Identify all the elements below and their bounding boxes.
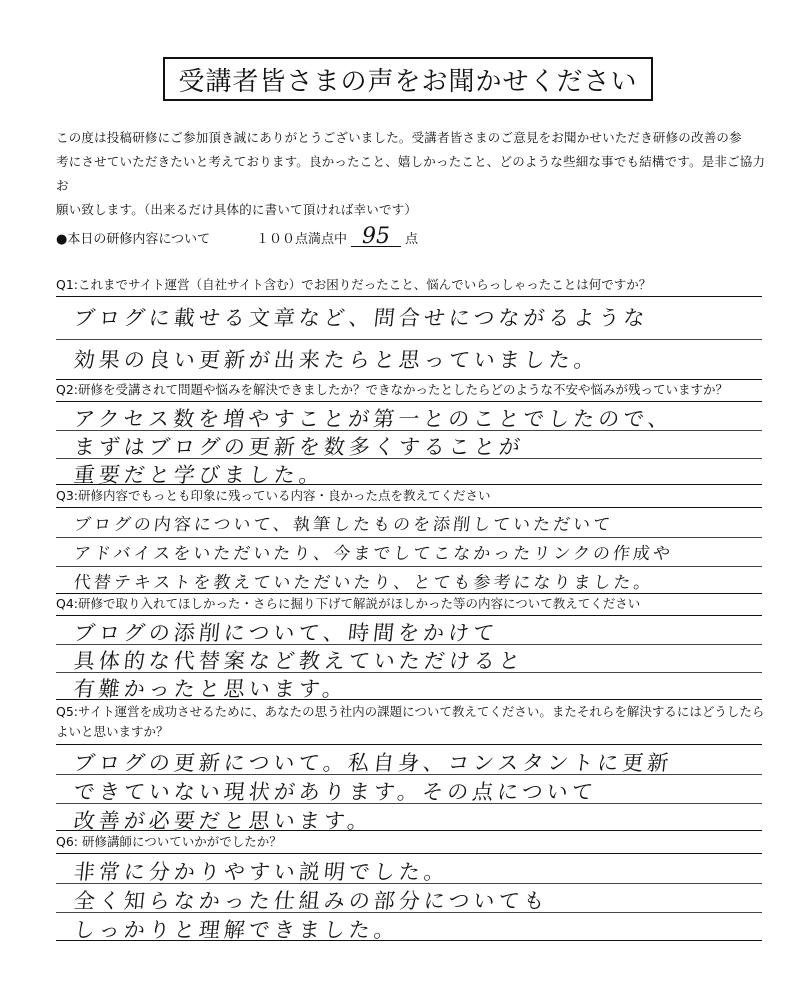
handwritten-answer-line: ブログに載せる文章など、問合せにつながるような xyxy=(72,306,650,330)
ruled-line xyxy=(56,566,762,567)
handwritten-answer-line: アドバイスをいただいたり、今までしてこなかったリンクの作成や xyxy=(72,544,674,564)
handwritten-answer-line: ブログの更新について。私自身、コンスタントに更新 xyxy=(72,751,674,775)
answer-box-q5[interactable] xyxy=(56,744,762,831)
answer-box-q1[interactable] xyxy=(56,296,762,380)
ruled-line xyxy=(56,339,762,340)
handwritten-answer-line: アクセス数を増やすことが第一とのことでしたので、 xyxy=(72,407,675,431)
handwritten-answer-line: ブログの内容について、執筆したものを添削していただいて xyxy=(72,515,615,535)
answer-box-q3[interactable] xyxy=(56,507,762,594)
handwritten-answer-line: できていない現状があります。その点について xyxy=(72,780,599,804)
score-suffix: 点 xyxy=(405,232,419,247)
intro-paragraph xyxy=(56,126,772,222)
question-q2: Q2:研修を受講されて問題や悩みを解決できましたか？できなかったとしたらどのような不安や悩みが残っていますか？ xyxy=(56,382,729,397)
answer-box-q6[interactable] xyxy=(56,853,762,941)
score-prefix: １００点満点中 xyxy=(256,232,348,247)
handwritten-answer-line: ブログの添削について、時間をかけて xyxy=(72,621,500,645)
handwritten-answer-line: まずはブログの更新を数多くすることが xyxy=(72,435,526,459)
question-q3: Q3:研修内容でもっとも印象に残っている内容・良かった点を教えてください xyxy=(56,488,491,503)
handwritten-answer-line: 効果の良い更新が出来たらと思っていました。 xyxy=(72,348,601,372)
question-q5: Q5:サイト運営を成功させるために、あなたの思う社内の課題について教えてください。またそれらを解決するにはどうしたらよいと思いますか？ xyxy=(56,704,765,739)
handwritten-answer-line: 具体的な代替案など教えていただけると xyxy=(72,649,526,673)
handwritten-answer-line: 有難かったと思います。 xyxy=(72,677,349,701)
question-q6: Q6: 研修講師についていかがでしたか？ xyxy=(56,834,282,849)
handwritten-answer-line: 代替テキストを教えていただいたり、とても参考になりました。 xyxy=(72,573,655,593)
intro-line: 願い致します。（出来るだけ具体的に書いて頂ければ幸いです） xyxy=(56,202,418,217)
intro-line: 考にさせていただきたいと考えております。良かったこと、嬉しかったこと、どのような些細な事でも結構です。是非ご協力お xyxy=(56,154,766,193)
question-q1: Q1:これまでサイト運営（自社サイト含む）でお困りだったこと、悩んでいらっしゃったことは何ですか？ xyxy=(56,277,652,292)
score-label: ●本日の研修内容について xyxy=(56,232,211,247)
ruled-line xyxy=(56,537,762,538)
score-row xyxy=(56,224,419,249)
handwritten-answer-line: 改善が必要だと思います。 xyxy=(72,809,374,833)
answer-box-q2[interactable] xyxy=(56,401,762,485)
handwritten-answer-line: 重要だと学びました。 xyxy=(72,463,326,487)
handwritten-answer-line: しっかりと理解できました。 xyxy=(72,918,401,942)
survey-title: 受講者皆さまの声をお聞かせください xyxy=(163,57,653,101)
handwritten-answer-line: 全く知らなかった仕組みの部分についても xyxy=(72,889,550,913)
score-value[interactable]: 95 xyxy=(351,228,401,247)
question-q4: Q4:研修で取り入れてほしかった・さらに掘り下げて解説がほしかった等の内容について教えてください xyxy=(56,596,641,611)
intro-line: この度は投稿研修にご参加頂き誠にありがとうございました。受講者皆さまのご意見をお聞かせいただき研修の改善の参 xyxy=(56,130,742,145)
handwritten-answer-line: 非常に分かりやすい説明でした。 xyxy=(72,860,451,884)
answer-box-q4[interactable] xyxy=(56,615,762,700)
